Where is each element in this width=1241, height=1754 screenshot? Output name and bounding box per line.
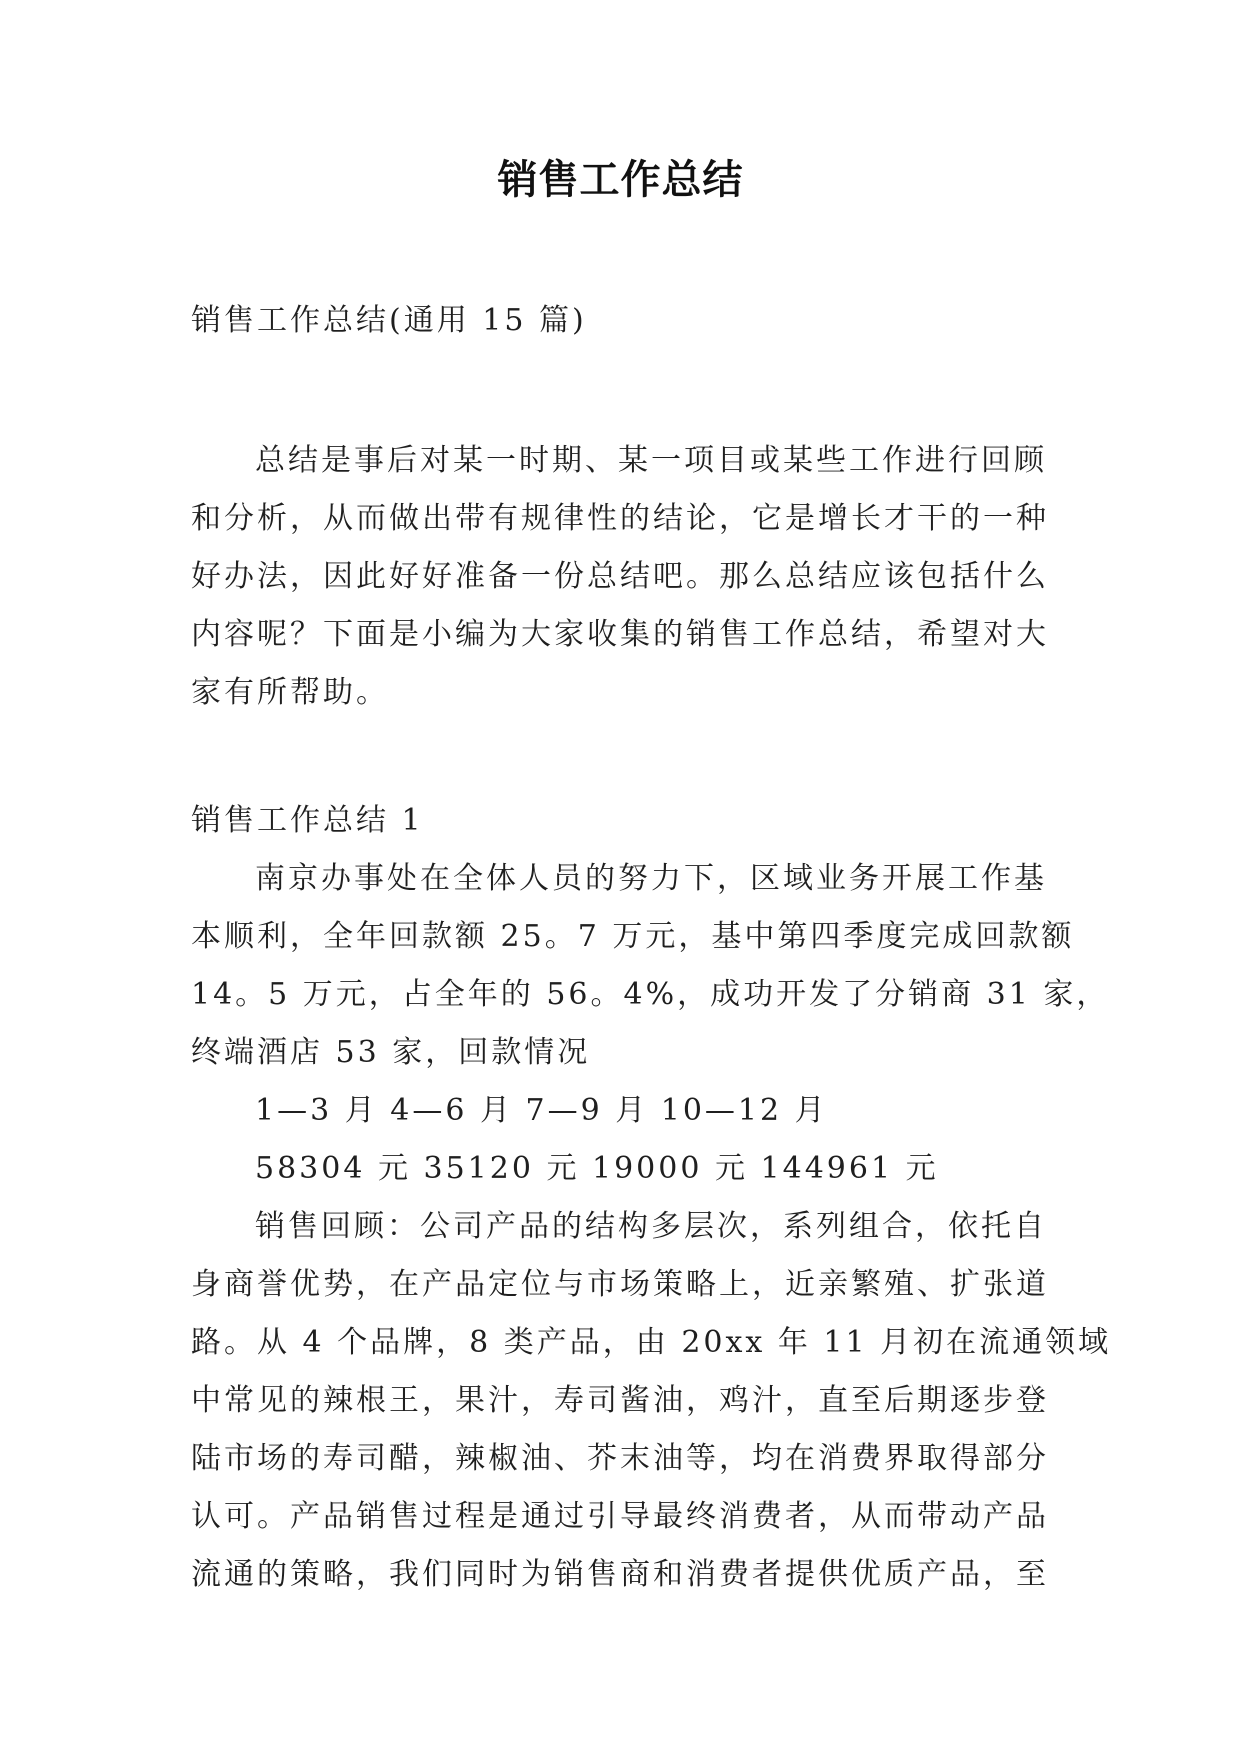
paragraph-line: 14。5 万元，占全年的 56。4%，成功开发了分销商 31 家，: [191, 977, 1110, 1012]
intro-line: 好办法，因此好好准备一份总结吧。那么总结应该包括什么: [191, 559, 1049, 594]
intro-paragraph: [191, 432, 1051, 722]
document-subtitle: 销售工作总结(通用 15 篇): [191, 303, 587, 338]
paragraph-line: 认可。产品销售过程是通过引导最终消费者，从而带动产品: [191, 1499, 1049, 1534]
intro-line: 家有所帮助。: [191, 675, 389, 710]
paragraph-line: 陆市场的寿司醋，辣椒油、芥末油等，均在消费界取得部分: [191, 1441, 1049, 1476]
paragraph-line: 本顺利，全年回款额 25。7 万元，基中第四季度完成回款额: [191, 919, 1075, 954]
intro-line: 和分析，从而做出带有规律性的结论，它是增长才干的一种: [191, 501, 1049, 536]
intro-line: 内容呢？下面是小编为大家收集的销售工作总结，希望对大: [191, 617, 1049, 652]
section-paragraph-1: [191, 850, 1110, 1082]
paragraph-line: 南京办事处在全体人员的努力下，区域业务开展工作基: [255, 861, 1047, 896]
paragraph-line: 流通的策略，我们同时为销售商和消费者提供优质产品，至: [191, 1557, 1049, 1592]
periods-line: 1—3 月 4—6 月 7—9 月 10—12 月: [255, 1093, 828, 1128]
paragraph-line: 销售回顾：公司产品的结构多层次，系列组合，依托自: [255, 1209, 1047, 1244]
paragraph-line: 中常见的辣根王，果汁，寿司酱油，鸡汁，直至后期逐步登: [191, 1383, 1049, 1418]
intro-line: 总结是事后对某一时期、某一项目或某些工作进行回顾: [255, 443, 1047, 478]
paragraph-line: 身商誉优势，在产品定位与市场策略上，近亲繁殖、扩张道: [191, 1267, 1049, 1302]
spacer: [191, 722, 1051, 792]
spacer: [191, 350, 1051, 432]
section-heading: 销售工作总结 1: [191, 803, 424, 838]
document-title: 销售工作总结: [497, 157, 744, 203]
document-body: [191, 292, 1112, 1604]
paragraph-line: 终端酒店 53 家，回款情况: [191, 1035, 591, 1070]
paragraph-line: 路。从 4 个品牌，8 类产品，由 20xx 年 11 月初在流通领域: [191, 1325, 1112, 1360]
section-paragraph-2: [191, 1198, 1112, 1604]
amounts-line: 58304 元 35120 元 19000 元 144961 元: [255, 1151, 939, 1186]
